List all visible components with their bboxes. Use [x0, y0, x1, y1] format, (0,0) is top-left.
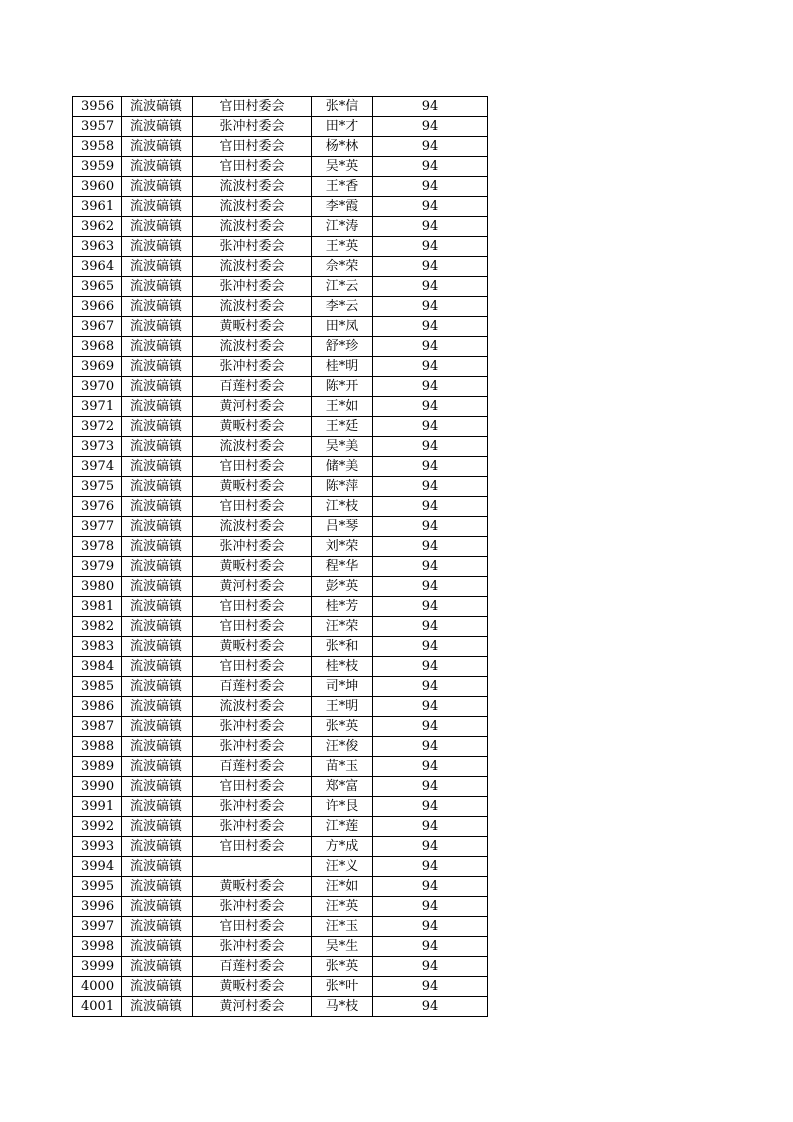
- town-cell: 流波碻镇: [122, 797, 193, 817]
- table-row: [73, 317, 488, 337]
- record-id-cell: 3999: [73, 957, 122, 977]
- record-id-cell: 4001: [73, 997, 122, 1017]
- table-row: [73, 677, 488, 697]
- score-cell: 94: [373, 877, 488, 897]
- record-id-cell: 3958: [73, 137, 122, 157]
- record-id-cell: 3956: [73, 97, 122, 117]
- score-cell: 94: [373, 717, 488, 737]
- person-name-cell: 佘*荣: [312, 257, 373, 277]
- record-id-cell: 3970: [73, 377, 122, 397]
- town-cell: 流波碻镇: [122, 177, 193, 197]
- table-row: [73, 277, 488, 297]
- village-committee-cell: 黄河村委会: [193, 577, 312, 597]
- table-row: [73, 737, 488, 757]
- table-row: [73, 417, 488, 437]
- score-cell: 94: [373, 97, 488, 117]
- town-cell: 流波碻镇: [122, 317, 193, 337]
- table-row: [73, 297, 488, 317]
- record-id-cell: 3973: [73, 437, 122, 457]
- table-row: [73, 197, 488, 217]
- person-name-cell: 汪*义: [312, 857, 373, 877]
- score-cell: 94: [373, 317, 488, 337]
- table-row: [73, 217, 488, 237]
- score-cell: 94: [373, 477, 488, 497]
- village-committee-cell: 黄畈村委会: [193, 417, 312, 437]
- records-table-body: [73, 97, 488, 1017]
- record-id-cell: 3977: [73, 517, 122, 537]
- town-cell: 流波碻镇: [122, 897, 193, 917]
- record-id-cell: 3965: [73, 277, 122, 297]
- record-id-cell: 3968: [73, 337, 122, 357]
- score-cell: 94: [373, 677, 488, 697]
- table-row: [73, 837, 488, 857]
- score-cell: 94: [373, 997, 488, 1017]
- town-cell: 流波碻镇: [122, 137, 193, 157]
- score-cell: 94: [373, 117, 488, 137]
- town-cell: 流波碻镇: [122, 297, 193, 317]
- table-row: [73, 137, 488, 157]
- town-cell: 流波碻镇: [122, 197, 193, 217]
- table-row: [73, 757, 488, 777]
- person-name-cell: 田*凤: [312, 317, 373, 337]
- person-name-cell: 吴*生: [312, 937, 373, 957]
- score-cell: 94: [373, 537, 488, 557]
- records-table: [72, 96, 488, 1017]
- village-committee-cell: 流波村委会: [193, 197, 312, 217]
- town-cell: 流波碻镇: [122, 837, 193, 857]
- person-name-cell: 储*美: [312, 457, 373, 477]
- person-name-cell: 刘*荣: [312, 537, 373, 557]
- town-cell: 流波碻镇: [122, 337, 193, 357]
- record-id-cell: 3975: [73, 477, 122, 497]
- record-id-cell: 3961: [73, 197, 122, 217]
- table-row: [73, 497, 488, 517]
- village-committee-cell: 流波村委会: [193, 517, 312, 537]
- table-row: [73, 257, 488, 277]
- village-committee-cell: 百莲村委会: [193, 677, 312, 697]
- record-id-cell: 3987: [73, 717, 122, 737]
- table-row: [73, 117, 488, 137]
- score-cell: 94: [373, 457, 488, 477]
- table-row: [73, 517, 488, 537]
- table-row: [73, 557, 488, 577]
- town-cell: 流波碻镇: [122, 757, 193, 777]
- village-committee-cell: 官田村委会: [193, 157, 312, 177]
- town-cell: 流波碻镇: [122, 397, 193, 417]
- record-id-cell: 3980: [73, 577, 122, 597]
- village-committee-cell: 张冲村委会: [193, 737, 312, 757]
- town-cell: 流波碻镇: [122, 857, 193, 877]
- person-name-cell: 王*如: [312, 397, 373, 417]
- record-id-cell: 4000: [73, 977, 122, 997]
- table-row: [73, 97, 488, 117]
- village-committee-cell: 黄畈村委会: [193, 877, 312, 897]
- town-cell: 流波碻镇: [122, 737, 193, 757]
- village-committee-cell: 官田村委会: [193, 837, 312, 857]
- score-cell: 94: [373, 217, 488, 237]
- village-committee-cell: 张冲村委会: [193, 937, 312, 957]
- person-name-cell: 李*云: [312, 297, 373, 317]
- table-row: [73, 637, 488, 657]
- village-committee-cell: 黄河村委会: [193, 997, 312, 1017]
- person-name-cell: 汪*玉: [312, 917, 373, 937]
- person-name-cell: 吴*英: [312, 157, 373, 177]
- person-name-cell: 汪*如: [312, 877, 373, 897]
- person-name-cell: 司*坤: [312, 677, 373, 697]
- village-committee-cell: 张冲村委会: [193, 717, 312, 737]
- village-committee-cell: 百莲村委会: [193, 377, 312, 397]
- score-cell: 94: [373, 937, 488, 957]
- person-name-cell: 桂*明: [312, 357, 373, 377]
- table-row: [73, 777, 488, 797]
- village-committee-cell: 黄畈村委会: [193, 477, 312, 497]
- person-name-cell: 张*和: [312, 637, 373, 657]
- town-cell: 流波碻镇: [122, 477, 193, 497]
- town-cell: 流波碻镇: [122, 237, 193, 257]
- town-cell: 流波碻镇: [122, 537, 193, 557]
- table-row: [73, 717, 488, 737]
- person-name-cell: 王*香: [312, 177, 373, 197]
- table-row: [73, 997, 488, 1017]
- village-committee-cell: 官田村委会: [193, 597, 312, 617]
- town-cell: 流波碻镇: [122, 917, 193, 937]
- table-row: [73, 457, 488, 477]
- town-cell: 流波碻镇: [122, 577, 193, 597]
- town-cell: 流波碻镇: [122, 357, 193, 377]
- record-id-cell: 3985: [73, 677, 122, 697]
- record-id-cell: 3989: [73, 757, 122, 777]
- score-cell: 94: [373, 177, 488, 197]
- town-cell: 流波碻镇: [122, 937, 193, 957]
- table-row: [73, 857, 488, 877]
- person-name-cell: 李*霞: [312, 197, 373, 217]
- village-committee-cell: 官田村委会: [193, 657, 312, 677]
- town-cell: 流波碻镇: [122, 257, 193, 277]
- record-id-cell: 3990: [73, 777, 122, 797]
- score-cell: 94: [373, 777, 488, 797]
- record-id-cell: 3969: [73, 357, 122, 377]
- record-id-cell: 3984: [73, 657, 122, 677]
- town-cell: 流波碻镇: [122, 777, 193, 797]
- person-name-cell: 王*英: [312, 237, 373, 257]
- village-committee-cell: 黄畈村委会: [193, 637, 312, 657]
- score-cell: 94: [373, 577, 488, 597]
- town-cell: 流波碻镇: [122, 517, 193, 537]
- person-name-cell: 陈*萍: [312, 477, 373, 497]
- person-name-cell: 汪*俊: [312, 737, 373, 757]
- person-name-cell: 张*英: [312, 717, 373, 737]
- village-committee-cell: 百莲村委会: [193, 957, 312, 977]
- table-row: [73, 697, 488, 717]
- record-id-cell: 3993: [73, 837, 122, 857]
- town-cell: 流波碻镇: [122, 117, 193, 137]
- person-name-cell: 田*才: [312, 117, 373, 137]
- town-cell: 流波碻镇: [122, 617, 193, 637]
- person-name-cell: 张*信: [312, 97, 373, 117]
- record-id-cell: 3972: [73, 417, 122, 437]
- town-cell: 流波碻镇: [122, 417, 193, 437]
- score-cell: 94: [373, 297, 488, 317]
- person-name-cell: 王*廷: [312, 417, 373, 437]
- record-id-cell: 3995: [73, 877, 122, 897]
- town-cell: 流波碻镇: [122, 457, 193, 477]
- table-row: [73, 577, 488, 597]
- person-name-cell: 马*枝: [312, 997, 373, 1017]
- town-cell: 流波碻镇: [122, 437, 193, 457]
- record-id-cell: 3959: [73, 157, 122, 177]
- score-cell: 94: [373, 637, 488, 657]
- score-cell: 94: [373, 977, 488, 997]
- village-committee-cell: 官田村委会: [193, 617, 312, 637]
- person-name-cell: 郑*富: [312, 777, 373, 797]
- village-committee-cell: [193, 857, 312, 877]
- record-id-cell: 3976: [73, 497, 122, 517]
- town-cell: 流波碻镇: [122, 957, 193, 977]
- town-cell: 流波碻镇: [122, 497, 193, 517]
- score-cell: 94: [373, 517, 488, 537]
- score-cell: 94: [373, 617, 488, 637]
- person-name-cell: 江*莲: [312, 817, 373, 837]
- village-committee-cell: 黄畈村委会: [193, 317, 312, 337]
- score-cell: 94: [373, 897, 488, 917]
- village-committee-cell: 张冲村委会: [193, 897, 312, 917]
- village-committee-cell: 流波村委会: [193, 337, 312, 357]
- score-cell: 94: [373, 277, 488, 297]
- score-cell: 94: [373, 397, 488, 417]
- score-cell: 94: [373, 757, 488, 777]
- table-row: [73, 337, 488, 357]
- table-row: [73, 877, 488, 897]
- table-row: [73, 977, 488, 997]
- record-id-cell: 3960: [73, 177, 122, 197]
- score-cell: 94: [373, 237, 488, 257]
- town-cell: 流波碻镇: [122, 877, 193, 897]
- score-cell: 94: [373, 737, 488, 757]
- record-id-cell: 3983: [73, 637, 122, 657]
- village-committee-cell: 官田村委会: [193, 917, 312, 937]
- person-name-cell: 张*叶: [312, 977, 373, 997]
- record-id-cell: 3994: [73, 857, 122, 877]
- score-cell: 94: [373, 377, 488, 397]
- score-cell: 94: [373, 657, 488, 677]
- person-name-cell: 江*枝: [312, 497, 373, 517]
- town-cell: 流波碻镇: [122, 717, 193, 737]
- person-name-cell: 江*涛: [312, 217, 373, 237]
- town-cell: 流波碻镇: [122, 217, 193, 237]
- record-id-cell: 3979: [73, 557, 122, 577]
- person-name-cell: 汪*荣: [312, 617, 373, 637]
- score-cell: 94: [373, 337, 488, 357]
- person-name-cell: 汪*英: [312, 897, 373, 917]
- town-cell: 流波碻镇: [122, 817, 193, 837]
- person-name-cell: 桂*枝: [312, 657, 373, 677]
- town-cell: 流波碻镇: [122, 637, 193, 657]
- table-row: [73, 397, 488, 417]
- table-row: [73, 617, 488, 637]
- record-id-cell: 3996: [73, 897, 122, 917]
- score-cell: 94: [373, 497, 488, 517]
- record-id-cell: 3986: [73, 697, 122, 717]
- table-row: [73, 157, 488, 177]
- person-name-cell: 吕*琴: [312, 517, 373, 537]
- table-row: [73, 957, 488, 977]
- table-row: [73, 377, 488, 397]
- village-committee-cell: 官田村委会: [193, 137, 312, 157]
- score-cell: 94: [373, 697, 488, 717]
- village-committee-cell: 流波村委会: [193, 297, 312, 317]
- score-cell: 94: [373, 357, 488, 377]
- score-cell: 94: [373, 417, 488, 437]
- village-committee-cell: 官田村委会: [193, 777, 312, 797]
- score-cell: 94: [373, 857, 488, 877]
- record-id-cell: 3988: [73, 737, 122, 757]
- town-cell: 流波碻镇: [122, 377, 193, 397]
- score-cell: 94: [373, 917, 488, 937]
- person-name-cell: 方*成: [312, 837, 373, 857]
- town-cell: 流波碻镇: [122, 997, 193, 1017]
- village-committee-cell: 官田村委会: [193, 497, 312, 517]
- table-row: [73, 897, 488, 917]
- village-committee-cell: 流波村委会: [193, 177, 312, 197]
- person-name-cell: 桂*芳: [312, 597, 373, 617]
- record-id-cell: 3963: [73, 237, 122, 257]
- village-committee-cell: 官田村委会: [193, 97, 312, 117]
- table-row: [73, 797, 488, 817]
- person-name-cell: 彭*英: [312, 577, 373, 597]
- table-row: [73, 817, 488, 837]
- town-cell: 流波碻镇: [122, 697, 193, 717]
- village-committee-cell: 黄畈村委会: [193, 557, 312, 577]
- village-committee-cell: 流波村委会: [193, 437, 312, 457]
- person-name-cell: 陈*开: [312, 377, 373, 397]
- person-name-cell: 王*明: [312, 697, 373, 717]
- score-cell: 94: [373, 157, 488, 177]
- person-name-cell: 江*云: [312, 277, 373, 297]
- score-cell: 94: [373, 257, 488, 277]
- score-cell: 94: [373, 817, 488, 837]
- village-committee-cell: 张冲村委会: [193, 277, 312, 297]
- person-name-cell: 苗*玉: [312, 757, 373, 777]
- table-row: [73, 937, 488, 957]
- town-cell: 流波碻镇: [122, 657, 193, 677]
- town-cell: 流波碻镇: [122, 557, 193, 577]
- person-name-cell: 许*艮: [312, 797, 373, 817]
- town-cell: 流波碻镇: [122, 277, 193, 297]
- town-cell: 流波碻镇: [122, 977, 193, 997]
- table-row: [73, 657, 488, 677]
- score-cell: 94: [373, 957, 488, 977]
- score-cell: 94: [373, 797, 488, 817]
- score-cell: 94: [373, 197, 488, 217]
- person-name-cell: 舒*珍: [312, 337, 373, 357]
- village-committee-cell: 张冲村委会: [193, 797, 312, 817]
- record-id-cell: 3978: [73, 537, 122, 557]
- village-committee-cell: 张冲村委会: [193, 537, 312, 557]
- town-cell: 流波碻镇: [122, 97, 193, 117]
- record-id-cell: 3998: [73, 937, 122, 957]
- person-name-cell: 杨*林: [312, 137, 373, 157]
- table-row: [73, 917, 488, 937]
- score-cell: 94: [373, 137, 488, 157]
- score-cell: 94: [373, 557, 488, 577]
- person-name-cell: 程*华: [312, 557, 373, 577]
- record-id-cell: 3964: [73, 257, 122, 277]
- score-cell: 94: [373, 597, 488, 617]
- village-committee-cell: 流波村委会: [193, 697, 312, 717]
- village-committee-cell: 百莲村委会: [193, 757, 312, 777]
- table-row: [73, 237, 488, 257]
- score-cell: 94: [373, 837, 488, 857]
- table-row: [73, 437, 488, 457]
- table-row: [73, 597, 488, 617]
- village-committee-cell: 张冲村委会: [193, 237, 312, 257]
- record-id-cell: 3982: [73, 617, 122, 637]
- record-id-cell: 3992: [73, 817, 122, 837]
- village-committee-cell: 张冲村委会: [193, 117, 312, 137]
- record-id-cell: 3981: [73, 597, 122, 617]
- village-committee-cell: 张冲村委会: [193, 357, 312, 377]
- table-row: [73, 357, 488, 377]
- town-cell: 流波碻镇: [122, 597, 193, 617]
- record-id-cell: 3997: [73, 917, 122, 937]
- record-id-cell: 3971: [73, 397, 122, 417]
- town-cell: 流波碻镇: [122, 677, 193, 697]
- village-committee-cell: 张冲村委会: [193, 817, 312, 837]
- record-id-cell: 3974: [73, 457, 122, 477]
- record-id-cell: 3991: [73, 797, 122, 817]
- table-row: [73, 177, 488, 197]
- table-row: [73, 477, 488, 497]
- village-committee-cell: 流波村委会: [193, 257, 312, 277]
- person-name-cell: 张*英: [312, 957, 373, 977]
- town-cell: 流波碻镇: [122, 157, 193, 177]
- record-id-cell: 3957: [73, 117, 122, 137]
- person-name-cell: 吴*美: [312, 437, 373, 457]
- table-row: [73, 537, 488, 557]
- village-committee-cell: 官田村委会: [193, 457, 312, 477]
- village-committee-cell: 流波村委会: [193, 217, 312, 237]
- record-id-cell: 3962: [73, 217, 122, 237]
- village-committee-cell: 黄河村委会: [193, 397, 312, 417]
- record-id-cell: 3967: [73, 317, 122, 337]
- village-committee-cell: 黄畈村委会: [193, 977, 312, 997]
- score-cell: 94: [373, 437, 488, 457]
- record-id-cell: 3966: [73, 297, 122, 317]
